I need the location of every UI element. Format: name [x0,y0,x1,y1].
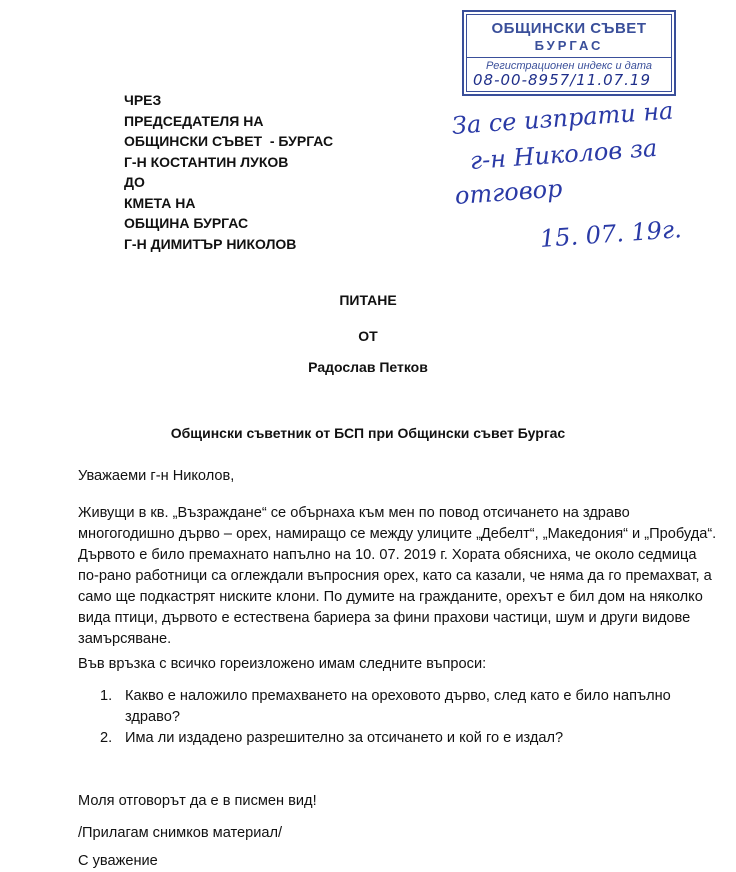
address-line: КМЕТА НА [124,194,196,211]
address-line: ОБЩИНА БУРГАС [124,215,249,231]
closing: С уважение [78,853,158,869]
list-item [100,728,700,749]
list-item [100,686,700,728]
stamp-city: БУРГАС [534,38,604,53]
author-position: Общински съветник от БСП при Общински съвет Бургас [170,425,566,441]
list-item-number: 1. [100,688,113,704]
registration-stamp [462,10,676,96]
author-name: Радослав Петков [308,359,428,375]
address-line: Г-Н КОСТАНТИН ЛУКОВ [124,153,289,170]
list-item-text: Какво е наложило премахването на ореховото дърво, след като е било напълно здраво? [125,688,671,725]
salutation: Уважаеми г-н Николов, [78,468,235,484]
stamp-registration-number: 08-00-8957/11.07.19 [473,71,652,89]
list-item-number: 2. [100,730,113,746]
response-request: Моля отговорът да е в писмен вид! [78,793,317,809]
address-line: ПРЕДСЕДАТЕЛЯ НА [124,112,264,129]
handwritten-note-line: За се изпрати на [451,96,675,140]
document-title: ПИТАНЕ [339,292,397,308]
stamp-caption: Регистрационен индекс и дата [486,60,652,72]
address-line: ЧРЕЗ [124,92,162,108]
handwritten-note-line: г-н Николов за [469,133,659,175]
from-label: ОТ [358,328,378,344]
address-line: ОБЩИНСКИ СЪВЕТ - БУРГАС [124,133,334,149]
address-line: Г-Н ДИМИТЪР НИКОЛОВ [124,235,297,252]
questions-intro: Във връзка с всичко гореизложено имам следните въпроси: [78,656,487,672]
list-item-text: Има ли издадено разрешително за отсичането и кой го е издал? [125,730,564,746]
handwritten-date: 15. 07. 19г. [539,215,683,253]
handwritten-note-line: отговор [454,174,564,210]
attachment-note: /Прилагам снимков материал/ [78,825,283,841]
address-block [124,90,333,254]
body-paragraph: Живущи в кв. „Възраждане“ се обърнаха към мен по повод отсичането на здраво многогодишно дърво – орех, намиращо се между улиците „Дебелт“, „Македония“ и „Пробуда“. Дървото е било премахнато напълно на 10. 07. 2019 г. Хората обясниха, че около седмица по-рано работници са оглеждали въпросния орех, като са казали, че няма да го премахват, а само ще подкастрят ниските клони. По думите на гражданите, орехът е бил дом на няколко вида птици, дървото е естествена бариера за фини прахови частици, шум и други видове замърсяване. [78,505,717,647]
address-line: ДО [124,174,145,190]
stamp-title: ОБЩИНСКИ СЪВЕТ [491,20,647,37]
